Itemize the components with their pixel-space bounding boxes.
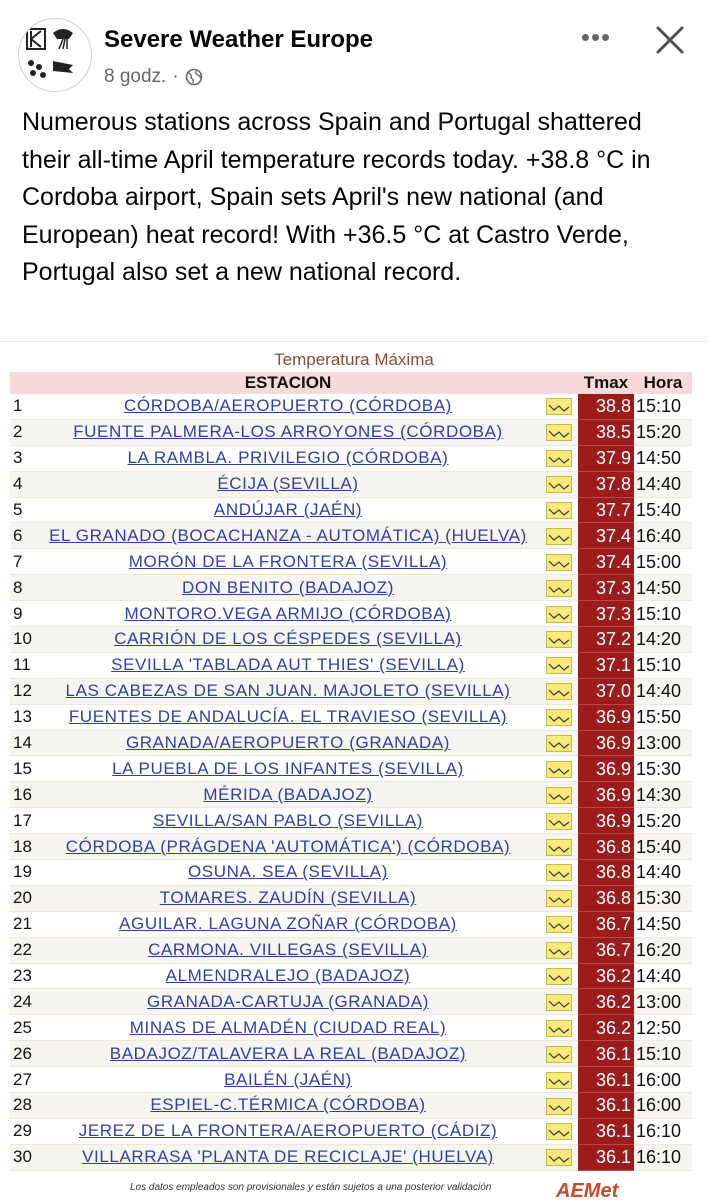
row-station-cell	[36, 471, 540, 497]
graph-chart-icon[interactable]	[546, 398, 572, 415]
records-table	[10, 372, 692, 1171]
row-hora: 16:20	[634, 937, 692, 963]
row-station-cell	[36, 652, 540, 678]
row-rank: 21	[10, 911, 36, 937]
row-hora: 16:00	[634, 1067, 692, 1093]
station-link[interactable]: CARMONA. VILLEGAS (SEVILLA)	[148, 940, 428, 960]
row-tmax: 37.4	[578, 523, 634, 549]
row-rank: 20	[10, 885, 36, 911]
row-graph-cell	[540, 549, 578, 575]
aemet-logo: AEMet	[556, 1180, 619, 1202]
station-link[interactable]: JEREZ DE LA FRONTERA/AEROPUERTO (CÁDIZ)	[78, 1121, 498, 1141]
row-graph-cell	[540, 445, 578, 471]
row-hora: 15:30	[634, 756, 692, 782]
table-row	[10, 471, 692, 497]
station-link[interactable]: MORÓN DE LA FRONTERA (SEVILLA)	[128, 551, 448, 571]
rank-header	[10, 372, 36, 394]
row-hora: 14:50	[634, 445, 692, 471]
row-graph-cell	[540, 756, 578, 782]
row-hora: 15:30	[634, 885, 692, 911]
row-graph-cell	[540, 497, 578, 523]
row-tmax: 36.9	[578, 782, 634, 808]
page-name[interactable]: Severe Weather Europe	[104, 26, 374, 53]
table-row	[10, 1118, 692, 1144]
table-row	[10, 860, 692, 886]
table-row	[10, 1041, 692, 1067]
table-header-row	[10, 372, 692, 394]
row-station-cell	[36, 601, 540, 627]
row-tmax: 36.2	[578, 963, 634, 989]
row-tmax: 37.3	[578, 575, 634, 601]
station-link[interactable]: LA RAMBLA. PRIVILEGIO (CÓRDOBA)	[127, 448, 449, 468]
row-hora: 13:00	[634, 989, 692, 1015]
row-station-cell	[36, 756, 540, 782]
row-hora: 15:10	[634, 652, 692, 678]
row-tmax: 36.1	[578, 1144, 634, 1170]
station-link[interactable]: CÓRDOBA (PRÁGDENA 'AUTOMÁTICA') (CÓRDOBA)	[65, 836, 511, 856]
row-graph-cell	[540, 652, 578, 678]
graph-chart-icon[interactable]	[546, 735, 572, 752]
row-tmax: 36.2	[578, 989, 634, 1015]
row-tmax: 37.1	[578, 652, 634, 678]
row-graph-cell	[540, 627, 578, 653]
row-tmax: 37.2	[578, 627, 634, 653]
table-row	[10, 445, 692, 471]
station-link[interactable]: LA PUEBLA DE LOS INFANTES (SEVILLA)	[112, 758, 464, 778]
row-tmax: 36.8	[578, 834, 634, 860]
page-avatar-icon	[19, 19, 91, 91]
row-tmax: 36.9	[578, 756, 634, 782]
row-tmax: 36.9	[578, 808, 634, 834]
station-link[interactable]: VILLARRASA 'PLANTA DE RECICLAJE' (HUELVA)	[82, 1147, 494, 1167]
row-rank: 8	[10, 575, 36, 601]
row-tmax: 36.7	[578, 937, 634, 963]
row-station-cell	[36, 989, 540, 1015]
graph-chart-icon[interactable]	[546, 1020, 572, 1037]
station-link[interactable]: SEVILLA 'TABLADA AUT THIES' (SEVILLA)	[111, 655, 465, 675]
row-station-cell	[36, 497, 540, 523]
graph-header	[540, 372, 578, 394]
table-row	[10, 678, 692, 704]
row-hora: 15:20	[634, 419, 692, 445]
row-hora: 16:00	[634, 1093, 692, 1119]
table-row	[10, 782, 692, 808]
globe-icon	[185, 68, 203, 86]
post-header	[0, 0, 708, 96]
graph-chart-icon[interactable]	[546, 839, 572, 856]
table-row	[10, 394, 692, 419]
table-caption: Temperatura Máxima	[274, 350, 434, 369]
table-row	[10, 652, 692, 678]
row-rank: 30	[10, 1144, 36, 1170]
table-row	[10, 1093, 692, 1119]
row-graph-cell	[540, 704, 578, 730]
station-link[interactable]: GRANADA-CARTUJA (GRANADA)	[147, 991, 429, 1011]
row-graph-cell	[540, 1093, 578, 1119]
row-rank: 22	[10, 937, 36, 963]
row-tmax: 37.7	[578, 497, 634, 523]
row-rank: 13	[10, 704, 36, 730]
row-rank: 9	[10, 601, 36, 627]
row-station-cell	[36, 911, 540, 937]
graph-chart-icon[interactable]	[546, 942, 572, 959]
graph-chart-icon[interactable]	[546, 554, 572, 571]
row-hora: 15:10	[634, 1041, 692, 1067]
row-hora: 14:50	[634, 575, 692, 601]
row-station-cell	[36, 860, 540, 886]
graph-chart-icon[interactable]	[546, 683, 572, 700]
graph-chart-icon[interactable]	[546, 476, 572, 493]
row-graph-cell	[540, 575, 578, 601]
close-button[interactable]	[650, 20, 690, 60]
post-meta	[104, 66, 203, 88]
row-station-cell	[36, 1118, 540, 1144]
graph-chart-icon[interactable]	[546, 709, 572, 726]
row-hora: 15:10	[634, 601, 692, 627]
table-row	[10, 419, 692, 445]
row-rank: 1	[10, 394, 36, 419]
row-hora: 16:10	[634, 1144, 692, 1170]
station-link[interactable]: BADAJOZ/TALAVERA LA REAL (BADAJOZ)	[109, 1043, 467, 1063]
row-tmax: 37.0	[578, 678, 634, 704]
row-rank: 11	[10, 652, 36, 678]
row-hora: 15:40	[634, 497, 692, 523]
close-icon	[650, 20, 690, 60]
row-tmax: 36.1	[578, 1067, 634, 1093]
table-row	[10, 601, 692, 627]
row-rank: 3	[10, 445, 36, 471]
row-rank: 4	[10, 471, 36, 497]
row-graph-cell	[540, 834, 578, 860]
row-station-cell	[36, 937, 540, 963]
row-hora: 14:50	[634, 911, 692, 937]
station-link[interactable]: ÉCIJA (SEVILLA)	[217, 474, 359, 494]
graph-chart-icon[interactable]	[546, 890, 572, 907]
graph-chart-icon[interactable]	[546, 1123, 572, 1140]
row-tmax: 38.5	[578, 419, 634, 445]
row-graph-cell	[540, 601, 578, 627]
row-station-cell	[36, 704, 540, 730]
station-link[interactable]: FUENTES DE ANDALUCÍA. EL TRAVIESO (SEVILLA)	[68, 707, 508, 727]
post-text: Numerous stations across Spain and Portugal shattered their all-time April temperature records today. +38.8 °C in Cordoba airport, Spain sets April's new national (and European) heat record! With +36.5 °C at Castro Verde, Portugal also set a new national record.	[22, 108, 651, 287]
station-link[interactable]: MINAS DE ALMADÉN (CIUDAD REAL)	[129, 1017, 447, 1037]
row-tmax: 37.8	[578, 471, 634, 497]
row-station-cell	[36, 885, 540, 911]
row-station-cell	[36, 394, 540, 419]
station-link[interactable]: DON BENITO (BADAJOZ)	[182, 577, 394, 597]
row-hora: 15:20	[634, 808, 692, 834]
row-station-cell	[36, 627, 540, 653]
row-rank: 10	[10, 627, 36, 653]
row-hora: 14:30	[634, 782, 692, 808]
table-row	[10, 730, 692, 756]
table-row	[10, 756, 692, 782]
table-row	[10, 549, 692, 575]
table-row	[10, 808, 692, 834]
row-tmax: 36.9	[578, 704, 634, 730]
meta-separator: ·	[172, 66, 179, 87]
table-row	[10, 704, 692, 730]
row-rank: 26	[10, 1041, 36, 1067]
station-link[interactable]: AGUILAR. LAGUNA ZOÑAR (CÓRDOBA)	[119, 914, 457, 934]
row-rank: 5	[10, 497, 36, 523]
table-row	[10, 937, 692, 963]
table-row	[10, 834, 692, 860]
row-hora: 15:10	[634, 394, 692, 419]
table-row	[10, 989, 692, 1015]
row-rank: 15	[10, 756, 36, 782]
row-graph-cell	[540, 1144, 578, 1170]
row-station-cell	[36, 963, 540, 989]
row-tmax: 37.4	[578, 549, 634, 575]
row-rank: 27	[10, 1067, 36, 1093]
graph-chart-icon[interactable]	[546, 424, 572, 441]
table-row	[10, 497, 692, 523]
station-link[interactable]: FUENTE PALMERA-LOS ARROYONES (CÓRDOBA)	[73, 422, 503, 442]
row-rank: 24	[10, 989, 36, 1015]
row-graph-cell	[540, 782, 578, 808]
table-row	[10, 575, 692, 601]
row-hora: 14:40	[634, 860, 692, 886]
graph-chart-icon[interactable]	[546, 994, 572, 1011]
row-rank: 16	[10, 782, 36, 808]
row-graph-cell	[540, 911, 578, 937]
row-tmax: 36.8	[578, 860, 634, 886]
row-tmax: 37.9	[578, 445, 634, 471]
post-image[interactable]	[0, 342, 708, 1200]
row-station-cell	[36, 523, 540, 549]
table-row	[10, 885, 692, 911]
footer-note: Los datos empleados son provisionales y están sujetos a una posterior validación	[130, 1182, 492, 1193]
row-hora: 14:40	[634, 963, 692, 989]
row-hora: 13:00	[634, 730, 692, 756]
row-station-cell	[36, 678, 540, 704]
row-station-cell	[36, 1093, 540, 1119]
graph-chart-icon[interactable]	[546, 502, 572, 519]
station-link[interactable]: ANDÚJAR (JAÉN)	[213, 500, 363, 519]
row-station-cell	[36, 419, 540, 445]
row-station-cell	[36, 1041, 540, 1067]
row-rank: 14	[10, 730, 36, 756]
row-rank: 25	[10, 1015, 36, 1041]
row-station-cell	[36, 730, 540, 756]
row-tmax: 36.8	[578, 885, 634, 911]
row-graph-cell	[540, 885, 578, 911]
records-body	[10, 394, 692, 1170]
row-tmax: 36.9	[578, 730, 634, 756]
row-hora: 15:00	[634, 549, 692, 575]
graph-chart-icon[interactable]	[546, 657, 572, 674]
graph-chart-icon[interactable]	[546, 606, 572, 623]
row-graph-cell	[540, 989, 578, 1015]
row-tmax: 36.7	[578, 911, 634, 937]
graph-chart-icon[interactable]	[546, 631, 572, 648]
post-time[interactable]: 8 godz.	[104, 66, 167, 87]
row-station-cell	[36, 1067, 540, 1093]
row-tmax: 36.1	[578, 1118, 634, 1144]
row-rank: 12	[10, 678, 36, 704]
row-rank: 2	[10, 419, 36, 445]
row-rank: 18	[10, 834, 36, 860]
row-graph-cell	[540, 963, 578, 989]
graph-chart-icon[interactable]	[546, 864, 572, 881]
row-rank: 23	[10, 963, 36, 989]
station-header: ESTACION	[36, 372, 540, 394]
row-graph-cell	[540, 523, 578, 549]
hora-header: Hora	[634, 372, 692, 394]
tmax-header: Tmax	[578, 372, 634, 394]
row-graph-cell	[540, 678, 578, 704]
row-rank: 28	[10, 1093, 36, 1119]
row-station-cell	[36, 445, 540, 471]
graph-chart-icon[interactable]	[546, 787, 572, 804]
station-link[interactable]: SEVILLA/SAN PABLO (SEVILLA)	[152, 810, 424, 830]
row-graph-cell	[540, 1041, 578, 1067]
row-rank: 7	[10, 549, 36, 575]
row-rank: 17	[10, 808, 36, 834]
graph-chart-icon[interactable]	[546, 450, 572, 467]
row-tmax: 36.1	[578, 1041, 634, 1067]
table-row	[10, 1067, 692, 1093]
station-link[interactable]: ESPIEL-C.TÉRMICA (CÓRDOBA)	[150, 1095, 426, 1115]
row-hora: 15:40	[634, 834, 692, 860]
table-row	[10, 1015, 692, 1041]
station-link[interactable]: EL GRANADO (BOCACHANZA - AUTOMÁTICA) (HUELVA)	[49, 525, 527, 545]
graph-chart-icon[interactable]	[546, 761, 572, 778]
row-tmax: 37.3	[578, 601, 634, 627]
row-hora: 16:10	[634, 1118, 692, 1144]
row-graph-cell	[540, 471, 578, 497]
table-row	[10, 963, 692, 989]
station-link[interactable]: BAILÉN (JAÉN)	[224, 1069, 352, 1089]
row-graph-cell	[540, 937, 578, 963]
row-tmax: 38.8	[578, 394, 634, 419]
station-link[interactable]: TOMARES. ZAUDÍN (SEVILLA)	[159, 888, 417, 908]
table-row	[10, 911, 692, 937]
row-graph-cell	[540, 860, 578, 886]
row-hora: 12:50	[634, 1015, 692, 1041]
graph-chart-icon[interactable]	[546, 528, 572, 545]
row-station-cell	[36, 549, 540, 575]
page-avatar[interactable]	[18, 18, 92, 92]
row-graph-cell	[540, 394, 578, 419]
station-link[interactable]: LAS CABEZAS DE SAN JUAN. MAJOLETO (SEVILLA)	[65, 681, 511, 701]
table-row	[10, 627, 692, 653]
row-hora: 14:40	[634, 678, 692, 704]
graph-chart-icon[interactable]	[546, 1072, 572, 1089]
row-graph-cell	[540, 730, 578, 756]
station-link[interactable]: MONTORO.VEGA ARMIJO (CÓRDOBA)	[124, 603, 452, 623]
station-link[interactable]: CARRIÓN DE LOS CÉSPEDES (SEVILLA)	[114, 629, 462, 649]
row-tmax: 36.2	[578, 1015, 634, 1041]
graph-chart-icon[interactable]	[546, 813, 572, 830]
graph-chart-icon[interactable]	[546, 916, 572, 933]
table-row	[10, 523, 692, 549]
graph-chart-icon[interactable]	[546, 1098, 572, 1115]
row-graph-cell	[540, 1067, 578, 1093]
station-link[interactable]: CÓRDOBA/AEROPUERTO (CÓRDOBA)	[124, 396, 452, 416]
row-hora: 15:50	[634, 704, 692, 730]
row-station-cell	[36, 834, 540, 860]
graph-chart-icon[interactable]	[546, 1046, 572, 1063]
row-rank: 29	[10, 1118, 36, 1144]
station-link[interactable]: GRANADA/AEROPUERTO (GRANADA)	[125, 733, 451, 753]
row-station-cell	[36, 1144, 540, 1170]
graph-chart-icon[interactable]	[546, 1149, 572, 1166]
station-link[interactable]: ALMENDRALEJO (BADAJOZ)	[165, 966, 411, 986]
row-graph-cell	[540, 419, 578, 445]
station-link[interactable]: MÉRIDA (BADAJOZ)	[203, 784, 373, 804]
row-station-cell	[36, 1015, 540, 1041]
graph-chart-icon[interactable]	[546, 968, 572, 985]
graph-chart-icon[interactable]	[546, 580, 572, 597]
row-rank: 19	[10, 860, 36, 886]
row-station-cell	[36, 782, 540, 808]
row-hora: 16:40	[634, 523, 692, 549]
row-graph-cell	[540, 808, 578, 834]
row-station-cell	[36, 808, 540, 834]
row-hora: 14:40	[634, 471, 692, 497]
row-graph-cell	[540, 1118, 578, 1144]
row-graph-cell	[540, 1015, 578, 1041]
row-hora: 14:20	[634, 627, 692, 653]
station-link[interactable]: OSUNA. SEA (SEVILLA)	[187, 862, 388, 882]
row-tmax: 36.1	[578, 1093, 634, 1119]
more-options-button[interactable]: •••	[580, 22, 612, 52]
row-station-cell	[36, 575, 540, 601]
table-row	[10, 1144, 692, 1170]
row-rank: 6	[10, 523, 36, 549]
